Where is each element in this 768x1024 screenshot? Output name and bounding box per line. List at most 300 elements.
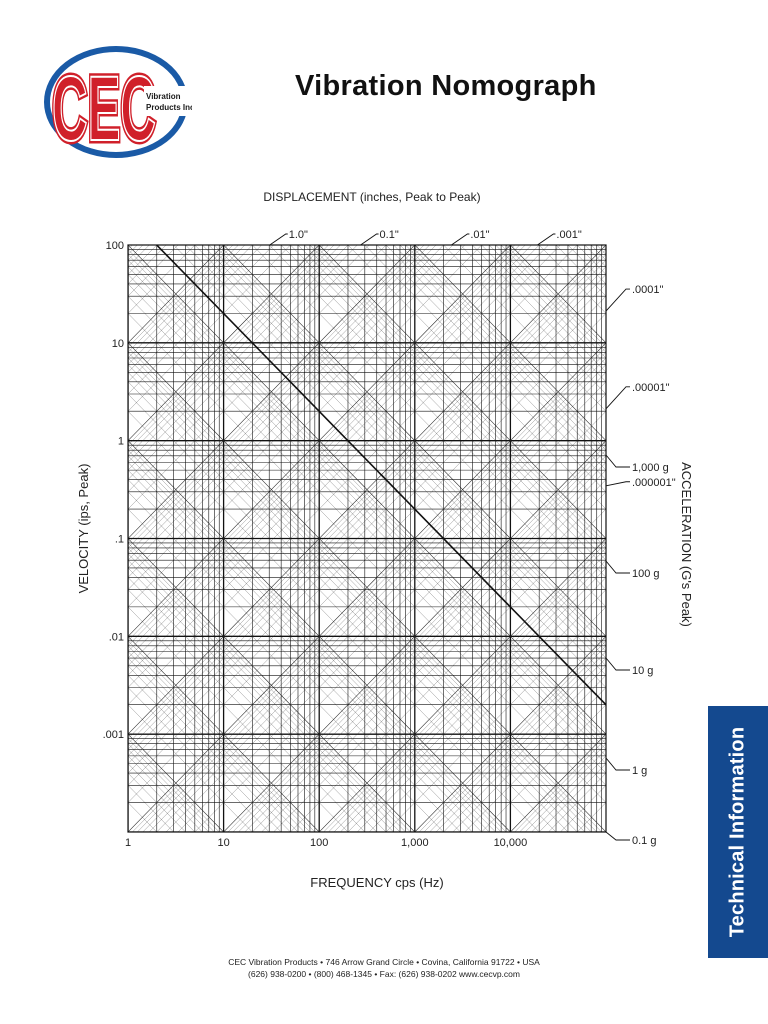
acceleration-line xyxy=(0,180,700,900)
displacement-line xyxy=(0,180,700,900)
acceleration-line xyxy=(0,180,700,900)
displacement-line xyxy=(0,180,700,900)
displacement-line xyxy=(0,180,700,900)
acceleration-line xyxy=(0,180,700,900)
acceleration-line xyxy=(0,180,700,900)
acceleration-line xyxy=(0,180,700,900)
displacement-line xyxy=(0,180,700,900)
logo-letters: CEC xyxy=(52,58,156,160)
displacement-line xyxy=(0,180,700,900)
acceleration-line xyxy=(0,180,700,900)
acceleration-line xyxy=(0,180,700,900)
displacement-line xyxy=(0,180,700,900)
displacement-line xyxy=(0,180,700,900)
acceleration-line xyxy=(0,284,700,900)
displacement-line xyxy=(0,180,700,900)
displacement-line xyxy=(0,180,700,900)
displacement-line xyxy=(0,180,700,900)
displacement-line xyxy=(0,180,700,900)
x-tick-label: 10,000 xyxy=(493,837,528,849)
acceleration-line xyxy=(0,180,700,900)
acceleration-line xyxy=(0,180,700,900)
displacement-line xyxy=(0,180,700,900)
displacement-line xyxy=(0,180,700,900)
acceleration-line xyxy=(0,180,700,900)
acceleration-line xyxy=(0,180,700,900)
displacement-line xyxy=(0,180,700,900)
displacement-line xyxy=(0,180,700,900)
acceleration-line xyxy=(0,180,700,900)
acceleration-callout xyxy=(606,658,630,670)
displacement-line xyxy=(0,180,700,900)
displacement-line xyxy=(0,180,700,900)
acceleration-line xyxy=(0,180,700,900)
acceleration-line xyxy=(0,180,700,900)
acceleration-line xyxy=(0,180,700,900)
acceleration-line xyxy=(0,180,700,900)
acceleration-line xyxy=(0,180,700,900)
displacement-line xyxy=(0,180,700,900)
displacement-line xyxy=(0,180,700,900)
displacement-line xyxy=(0,180,700,900)
footer xyxy=(0,956,768,980)
displacement-line xyxy=(0,180,700,450)
displacement-line xyxy=(0,180,700,900)
displacement-line xyxy=(0,180,700,900)
acceleration-line xyxy=(0,180,700,900)
displacement-line xyxy=(0,180,700,900)
displacement-line xyxy=(0,180,700,900)
acceleration-line xyxy=(0,180,700,900)
displacement-line xyxy=(0,180,700,900)
displacement-line xyxy=(0,180,700,900)
acceleration-line xyxy=(0,180,700,900)
displacement-label: .0001" xyxy=(632,284,664,297)
displacement-label: 0.1" xyxy=(379,229,399,241)
acceleration-line xyxy=(0,180,700,900)
acceleration-line xyxy=(0,180,700,900)
displacement-line xyxy=(0,180,700,900)
logo-line1: Vibration xyxy=(146,92,181,101)
displacement-line xyxy=(0,180,700,900)
acceleration-line xyxy=(0,180,700,900)
displacement-line xyxy=(0,180,700,900)
displacement-line xyxy=(0,180,700,900)
acceleration-line xyxy=(0,180,700,900)
acceleration-line xyxy=(0,180,700,900)
displacement-callout xyxy=(606,289,630,311)
acceleration-line xyxy=(0,180,700,900)
acceleration-line xyxy=(0,180,700,900)
acceleration-line xyxy=(0,180,700,900)
acceleration-line xyxy=(0,180,700,900)
displacement-line xyxy=(0,180,700,900)
acceleration-line xyxy=(0,180,700,900)
acceleration-line xyxy=(0,180,700,900)
acceleration-line xyxy=(0,180,700,900)
displacement-line xyxy=(0,180,700,900)
displacement-line xyxy=(0,180,700,900)
acceleration-line xyxy=(0,180,700,900)
displacement-line xyxy=(0,180,700,900)
acceleration-line xyxy=(0,180,700,900)
acceleration-line xyxy=(0,180,700,900)
acceleration-line xyxy=(0,180,700,900)
acceleration-line xyxy=(0,180,700,900)
displacement-line xyxy=(0,180,700,900)
displacement-line xyxy=(0,180,700,900)
acceleration-line xyxy=(0,180,700,900)
page-title: Vibration Nomograph xyxy=(295,70,597,102)
acceleration-callout xyxy=(606,561,630,573)
displacement-line xyxy=(0,180,700,480)
displacement-line xyxy=(0,180,700,900)
displacement-line xyxy=(0,180,700,900)
displacement-line xyxy=(0,180,700,900)
acceleration-line xyxy=(0,180,700,900)
acceleration-line xyxy=(0,180,700,900)
displacement-line xyxy=(0,180,700,900)
acceleration-line xyxy=(0,180,700,900)
displacement-line xyxy=(0,180,700,900)
displacement-line xyxy=(0,180,700,900)
cec-logo xyxy=(42,44,192,162)
displacement-line xyxy=(0,180,700,900)
displacement-line xyxy=(0,180,700,900)
footer-contact: (626) 938-0200 • (800) 468-1345 • Fax: (626) 938-0202 www.cecvp.com xyxy=(248,969,520,979)
displacement-line xyxy=(0,180,700,900)
displacement-line xyxy=(0,180,700,900)
acceleration-line xyxy=(0,180,700,900)
displacement-line xyxy=(0,180,700,900)
displacement-line xyxy=(0,180,700,900)
acceleration-line xyxy=(0,180,700,900)
displacement-line xyxy=(0,180,700,900)
displacement-line xyxy=(0,180,700,900)
displacement-line xyxy=(0,180,700,900)
acceleration-line xyxy=(0,180,700,900)
acceleration-line xyxy=(0,180,700,900)
acceleration-line xyxy=(0,180,700,900)
acceleration-line xyxy=(0,180,700,900)
acceleration-line xyxy=(0,180,700,900)
displacement-line xyxy=(0,180,700,900)
chart-labels xyxy=(76,190,694,890)
displacement-line xyxy=(0,180,700,900)
acceleration-line xyxy=(0,180,700,900)
acceleration-line xyxy=(0,180,700,900)
acceleration-line xyxy=(0,180,700,900)
acceleration-line xyxy=(0,180,700,900)
acceleration-line xyxy=(0,180,700,900)
acceleration-line xyxy=(0,198,700,900)
acceleration-label: 0.1 g xyxy=(632,835,657,847)
acceleration-line xyxy=(0,180,700,900)
acceleration-line xyxy=(0,180,700,900)
displacement-line xyxy=(0,180,700,900)
displacement-line xyxy=(0,180,700,900)
displacement-line xyxy=(0,180,700,554)
displacement-line xyxy=(0,180,700,900)
acceleration-callout xyxy=(606,832,630,840)
acceleration-line xyxy=(0,180,700,900)
displacement-line xyxy=(0,180,700,900)
acceleration-line xyxy=(0,180,700,900)
displacement-line xyxy=(0,180,700,900)
acceleration-line xyxy=(0,180,700,900)
displacement-line xyxy=(0,180,700,900)
acceleration-line xyxy=(0,180,700,900)
displacement-line xyxy=(0,180,700,900)
acceleration-line xyxy=(0,180,700,900)
acceleration-line xyxy=(0,180,700,900)
acceleration-line xyxy=(0,180,700,900)
y-tick-label: 1 xyxy=(117,435,124,448)
acceleration-line xyxy=(0,180,700,900)
displacement-label: 1.0" xyxy=(288,229,308,241)
acceleration-line xyxy=(0,180,700,900)
displacement-line xyxy=(0,180,700,900)
displacement-line xyxy=(0,180,700,900)
displacement-line xyxy=(0,180,700,900)
acceleration-line xyxy=(0,343,700,900)
acceleration-line xyxy=(0,180,700,900)
acceleration-line xyxy=(0,180,700,900)
displacement-line xyxy=(0,180,700,900)
displacement-line xyxy=(0,180,700,900)
acceleration-line xyxy=(0,180,700,900)
displacement-line xyxy=(0,180,700,900)
acceleration-line xyxy=(0,180,700,900)
displacement-line xyxy=(0,180,700,900)
acceleration-line xyxy=(0,180,700,900)
displacement-line xyxy=(0,180,700,900)
acceleration-line xyxy=(0,180,700,900)
displacement-line xyxy=(0,180,700,900)
x-tick-label: 1,000 xyxy=(401,837,429,849)
displacement-line xyxy=(0,180,700,900)
acceleration-line xyxy=(0,180,700,900)
displacement-line xyxy=(0,180,700,900)
displacement-line xyxy=(0,180,700,900)
displacement-line xyxy=(0,180,700,900)
displacement-line xyxy=(0,180,700,900)
acceleration-line xyxy=(0,180,700,900)
displacement-line xyxy=(0,180,700,900)
displacement-callout xyxy=(361,234,379,245)
displacement-line xyxy=(0,180,700,900)
displacement-line xyxy=(0,180,700,900)
acceleration-line xyxy=(0,180,700,900)
displacement-line xyxy=(0,180,700,900)
y-tick-label: 100 xyxy=(105,240,124,252)
displacement-line xyxy=(0,180,700,900)
displacement-line xyxy=(0,180,700,900)
acceleration-line xyxy=(0,180,700,900)
acceleration-line xyxy=(0,180,700,900)
displacement-line xyxy=(0,180,700,900)
acceleration-line xyxy=(0,180,700,900)
displacement-line xyxy=(0,180,700,900)
side-tab-label: Technical Information xyxy=(726,726,749,938)
y-tick-label: 10 xyxy=(111,337,124,350)
acceleration-line xyxy=(0,180,700,900)
acceleration-line xyxy=(0,180,700,900)
acceleration-line xyxy=(0,274,700,900)
acceleration-line xyxy=(0,180,700,900)
acceleration-line xyxy=(0,180,700,900)
acceleration-line xyxy=(0,180,700,900)
acceleration-line xyxy=(0,180,700,900)
displacement-line xyxy=(0,180,700,509)
acceleration-line xyxy=(0,180,700,900)
acceleration-line xyxy=(0,180,700,900)
displacement-line xyxy=(0,180,700,900)
acceleration-line xyxy=(0,180,700,900)
acceleration-line xyxy=(0,180,700,900)
acceleration-line xyxy=(0,180,700,900)
displacement-line xyxy=(0,180,700,900)
displacement-line xyxy=(0,180,700,900)
displacement-line xyxy=(0,180,700,900)
acceleration-line xyxy=(0,180,700,900)
displacement-line xyxy=(0,180,700,900)
acceleration-line xyxy=(0,180,700,900)
acceleration-line xyxy=(0,180,700,900)
acceleration-line xyxy=(0,180,700,900)
acceleration-line xyxy=(0,180,700,900)
acceleration-line xyxy=(0,180,700,900)
displacement-callout xyxy=(537,234,555,245)
acceleration-line xyxy=(0,180,700,900)
acceleration-line xyxy=(0,180,700,900)
acceleration-label: 1 g xyxy=(632,765,648,777)
displacement-line xyxy=(0,180,700,900)
displacement-line xyxy=(0,180,700,900)
right-axis-title: ACCELERATION (G's Peak) xyxy=(679,462,694,627)
displacement-line xyxy=(0,180,700,900)
displacement-line xyxy=(0,180,700,900)
displacement-callout xyxy=(451,234,469,245)
acceleration-line xyxy=(0,180,700,900)
acceleration-line xyxy=(0,180,700,900)
displacement-line xyxy=(0,180,700,900)
acceleration-line xyxy=(0,180,700,900)
acceleration-line xyxy=(0,180,700,900)
displacement-line xyxy=(0,180,700,861)
displacement-line xyxy=(0,180,700,841)
displacement-line xyxy=(0,180,700,900)
displacement-line xyxy=(0,180,700,900)
acceleration-line xyxy=(0,180,700,900)
displacement-line xyxy=(0,180,700,900)
displacement-line xyxy=(0,180,700,900)
acceleration-line xyxy=(0,180,700,900)
displacement-line xyxy=(0,180,700,900)
acceleration-label: 10 g xyxy=(632,665,654,677)
displacement-line xyxy=(0,180,700,900)
acceleration-line xyxy=(0,180,700,900)
displacement-line xyxy=(0,180,700,900)
displacement-label: .000001" xyxy=(632,476,676,489)
acceleration-line xyxy=(0,180,700,900)
displacement-line xyxy=(0,180,700,900)
displacement-line xyxy=(0,180,700,900)
acceleration-line xyxy=(0,180,700,900)
displacement-line xyxy=(0,180,700,900)
displacement-line xyxy=(0,180,700,900)
displacement-line xyxy=(0,180,700,900)
displacement-line xyxy=(0,180,700,900)
acceleration-line xyxy=(0,180,700,900)
acceleration-line xyxy=(0,180,700,900)
acceleration-line xyxy=(0,180,700,900)
acceleration-callout xyxy=(606,455,630,467)
acceleration-line xyxy=(0,180,700,900)
displacement-line xyxy=(0,180,700,900)
acceleration-line xyxy=(0,180,700,900)
displacement-line xyxy=(0,180,700,900)
logo-letters-inner: CEC xyxy=(52,58,156,160)
acceleration-line xyxy=(0,180,700,900)
acceleration-line xyxy=(0,180,700,900)
acceleration-line xyxy=(0,180,700,900)
displacement-line xyxy=(0,180,700,900)
displacement-line xyxy=(0,180,700,900)
acceleration-line xyxy=(0,180,700,900)
acceleration-line xyxy=(0,180,700,900)
displacement-line xyxy=(0,180,700,900)
acceleration-line xyxy=(0,180,700,900)
displacement-line xyxy=(0,180,700,900)
acceleration-line xyxy=(0,180,700,900)
acceleration-line xyxy=(0,180,700,900)
acceleration-line xyxy=(0,180,700,900)
displacement-line xyxy=(0,180,700,900)
logo-line2: Products Inc. xyxy=(146,103,192,112)
displacement-line xyxy=(0,180,700,470)
displacement-label: .001" xyxy=(556,229,582,241)
acceleration-line xyxy=(0,180,700,900)
acceleration-line xyxy=(0,180,700,900)
acceleration-line xyxy=(0,180,700,900)
acceleration-line xyxy=(0,180,700,900)
acceleration-line xyxy=(0,180,700,900)
displacement-line xyxy=(0,180,700,900)
acceleration-line xyxy=(0,180,700,900)
acceleration-line xyxy=(0,180,700,900)
acceleration-line xyxy=(0,180,700,900)
displacement-line xyxy=(0,180,700,900)
displacement-line xyxy=(0,180,700,900)
acceleration-line xyxy=(0,180,700,900)
x-tick-label: 10 xyxy=(217,837,230,849)
acceleration-line xyxy=(0,180,700,900)
acceleration-line xyxy=(0,180,700,900)
acceleration-line xyxy=(0,180,700,900)
displacement-line xyxy=(0,180,700,900)
acceleration-line xyxy=(0,180,700,900)
acceleration-line xyxy=(0,180,700,900)
displacement-line xyxy=(0,180,700,900)
acceleration-line xyxy=(0,180,700,900)
acceleration-label: 100 g xyxy=(632,568,660,580)
displacement-line xyxy=(0,180,700,900)
acceleration-line xyxy=(0,180,700,900)
acceleration-line xyxy=(0,180,700,900)
acceleration-line xyxy=(0,180,700,900)
acceleration-line xyxy=(0,180,700,900)
